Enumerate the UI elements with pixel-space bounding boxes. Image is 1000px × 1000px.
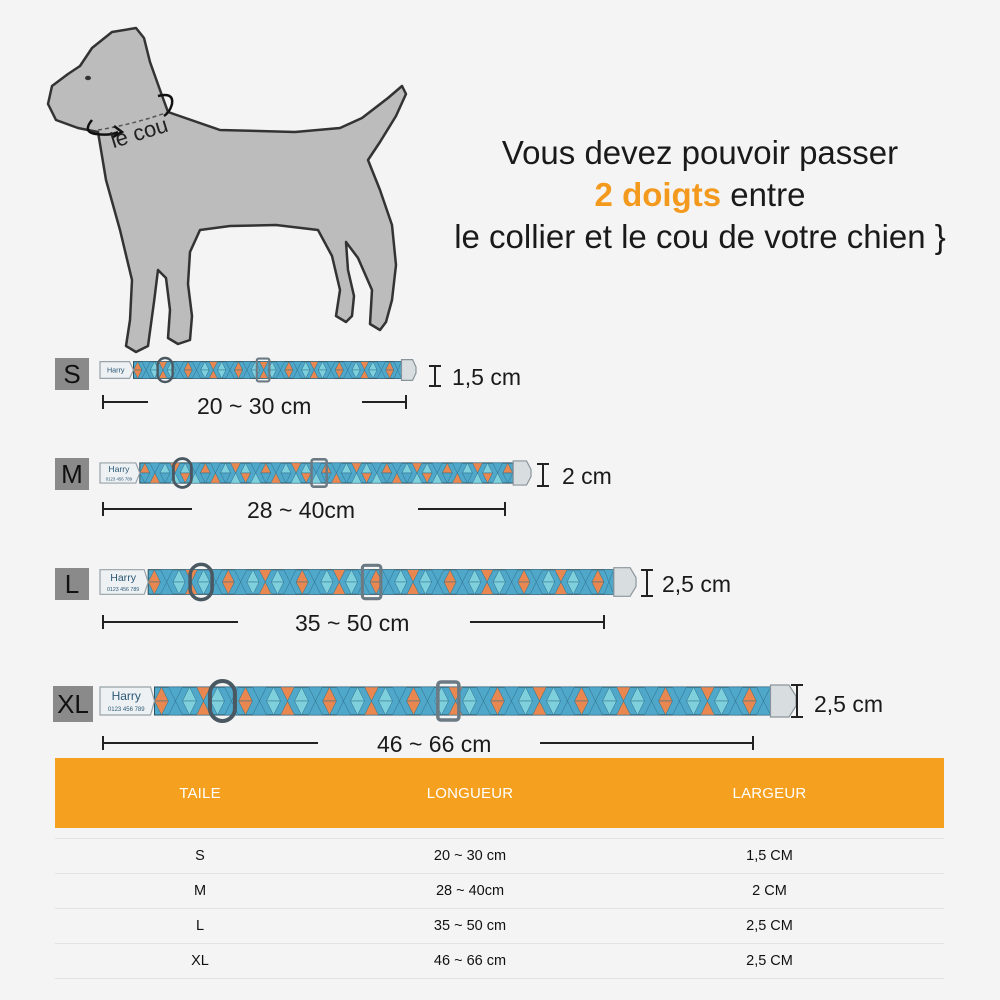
collar-length: 28 ~ 40cm xyxy=(247,497,356,523)
collar-width: 1,5 cm xyxy=(452,364,522,390)
instruction-line-3: le collier et le cou de votre chien } xyxy=(454,218,946,255)
table-cell-length: 46 ~ 66 cm xyxy=(345,944,595,979)
table-cell-length: 35 ~ 50 cm xyxy=(345,909,595,944)
table-spacer xyxy=(55,828,944,839)
collar-length: 35 ~ 50 cm xyxy=(295,610,410,636)
instruction-highlight: 2 doigts xyxy=(594,176,722,213)
metal-buckle xyxy=(513,461,531,485)
tag-name: Harry xyxy=(106,365,125,375)
instruction-line-1: Vous devez pouvoir passer xyxy=(501,134,899,171)
table-row xyxy=(55,839,944,874)
table-cell-size: M xyxy=(55,874,345,909)
collar-length: 46 ~ 66 cm xyxy=(377,731,492,757)
tag-phone: 0123 456 789 xyxy=(105,476,133,482)
size-badge: L xyxy=(55,568,89,600)
collar-image xyxy=(98,355,418,385)
table-cell-size: S xyxy=(55,839,345,874)
table-cell-width: 2 CM xyxy=(595,874,944,909)
tag-name: Harry xyxy=(110,572,136,584)
metal-buckle xyxy=(614,568,636,597)
fit-instruction xyxy=(405,132,995,258)
tag-name: Harry xyxy=(108,464,130,474)
collar-image xyxy=(98,560,638,604)
table-header-row xyxy=(55,758,944,828)
table-header-width: LARGEUR xyxy=(595,758,944,828)
table-cell-length: 28 ~ 40cm xyxy=(345,874,595,909)
width-dimension-icon xyxy=(788,683,806,719)
table-cell-width: 2,5 CM xyxy=(595,944,944,979)
collar-width: 2 cm xyxy=(562,463,612,489)
dog-eye xyxy=(85,76,91,80)
instruction-line-2-rest: entre xyxy=(721,176,806,213)
table-cell-width: 1,5 CM xyxy=(595,839,944,874)
table-cell-length: 20 ~ 30 cm xyxy=(345,839,595,874)
size-badge: XL xyxy=(53,686,93,722)
table-cell-size: XL xyxy=(55,944,345,979)
neck-label: le cou xyxy=(107,111,171,154)
tag-name: Harry xyxy=(111,689,141,703)
collar-width: 2,5 cm xyxy=(814,691,884,717)
table-header-length: LONGUEUR xyxy=(345,758,595,828)
tag-phone: 0123 456 789 xyxy=(106,586,140,593)
dog-illustration xyxy=(40,20,420,365)
table-cell-size: L xyxy=(55,909,345,944)
table-cell-width: 2,5 CM xyxy=(595,909,944,944)
table-header-size: TAILE xyxy=(55,758,345,828)
size-badge: S xyxy=(55,358,89,390)
width-dimension-icon xyxy=(426,364,444,388)
instruction-line-2 xyxy=(405,174,995,216)
table-row xyxy=(55,874,944,909)
collar-width: 2,5 cm xyxy=(662,571,732,597)
collar-length: 20 ~ 30 cm xyxy=(197,393,312,419)
metal-buckle xyxy=(402,360,417,381)
width-dimension-icon xyxy=(638,568,656,598)
collar-image xyxy=(98,676,798,726)
size-table xyxy=(55,758,944,979)
tag-phone: 0123 456 789 xyxy=(107,707,145,714)
table-row xyxy=(55,944,944,979)
width-dimension-icon xyxy=(534,462,552,488)
size-badge: M xyxy=(55,458,89,490)
dog-silhouette xyxy=(48,28,406,352)
table-row xyxy=(55,909,944,944)
collar-image xyxy=(98,455,533,491)
